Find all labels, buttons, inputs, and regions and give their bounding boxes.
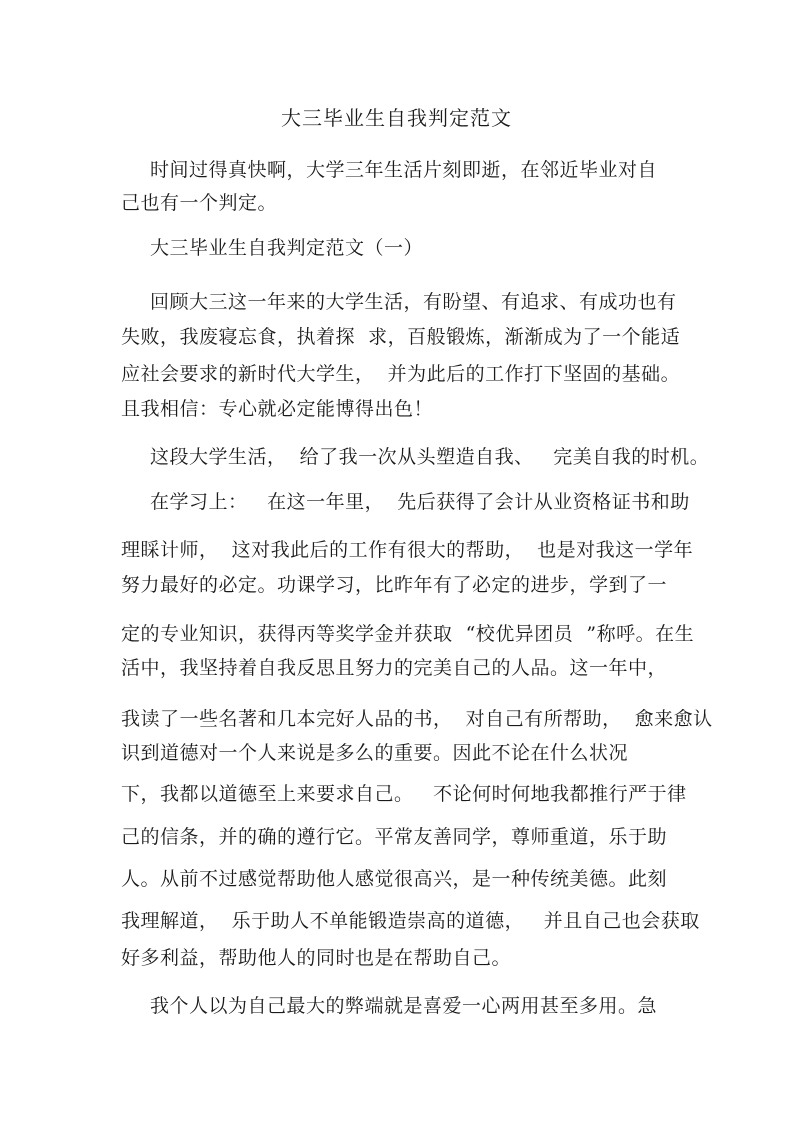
text-line: 识到道德对一个人来说是多么的重要。因此不论在什么状况: [121, 742, 629, 764]
section-heading: 大三毕业生自我判定范文（一）: [150, 237, 424, 259]
text-line: 时间过得真快啊，大学三年生活片刻即逝，在邻近毕业对自: [150, 159, 658, 181]
text-line: 回顾大三这一年来的大学生活，有盼望、有追求、有成功也有: [150, 291, 677, 313]
text-line: 失败，我废寝忘食，执着探 求，百般锻炼，渐渐成为了一个能适: [121, 326, 681, 348]
text-line: 且我相信：专心就必定能博得出色！: [121, 398, 434, 420]
text-line: 己也有一个判定。: [121, 192, 278, 214]
text-line: 这段大学生活， 给了我一次从头塑造自我、 完美自我的时机。: [150, 446, 710, 468]
text-line: 在学习上： 在这一年里， 先后获得了会计从业资格证书和助: [150, 491, 690, 513]
text-line: 好多利益，帮助他人的同时也是在帮助自己。: [121, 947, 512, 969]
text-line: 我个人以为自己最大的弊端就是喜爱一心两用甚至多用。急: [150, 995, 658, 1017]
text-line: 我读了一些名著和几本完好人品的书， 对自己有所帮助， 愈来愈认: [121, 708, 713, 730]
document-title: 大三毕业生自我判定范文: [281, 106, 512, 130]
text-line: 定的专业知识，获得丙等奖学金并获取 “校优异团员 ”称呼。在生: [121, 623, 695, 645]
text-line: 人。从前不过感觉帮助他人感觉很高兴，是一种传统美德。此刻: [121, 868, 668, 890]
text-line: 己的信条，并的确的遵行它。平常友善同学，尊师重道，乐于助: [121, 826, 668, 848]
text-line: 努力最好的必定。功课学习，比昨年有了必定的进步，学到了一: [121, 574, 668, 596]
text-line: 活中，我坚持着自我反思且努力的完美自己的人品。这一年中，: [121, 657, 668, 679]
text-line: 我理解道， 乐于助人不单能锻造崇高的道德， 并且自己也会获取: [121, 910, 700, 932]
text-line: 应社会要求的新时代大学生， 并为此后的工作打下坚固的基础。: [121, 363, 681, 385]
text-line: 理睬计师， 这对我此后的工作有很大的帮助， 也是对我这一学年: [121, 539, 694, 561]
text-line: 下，我都以道德至上来要求自己。 不论何时何地我都推行严于律: [121, 783, 687, 805]
